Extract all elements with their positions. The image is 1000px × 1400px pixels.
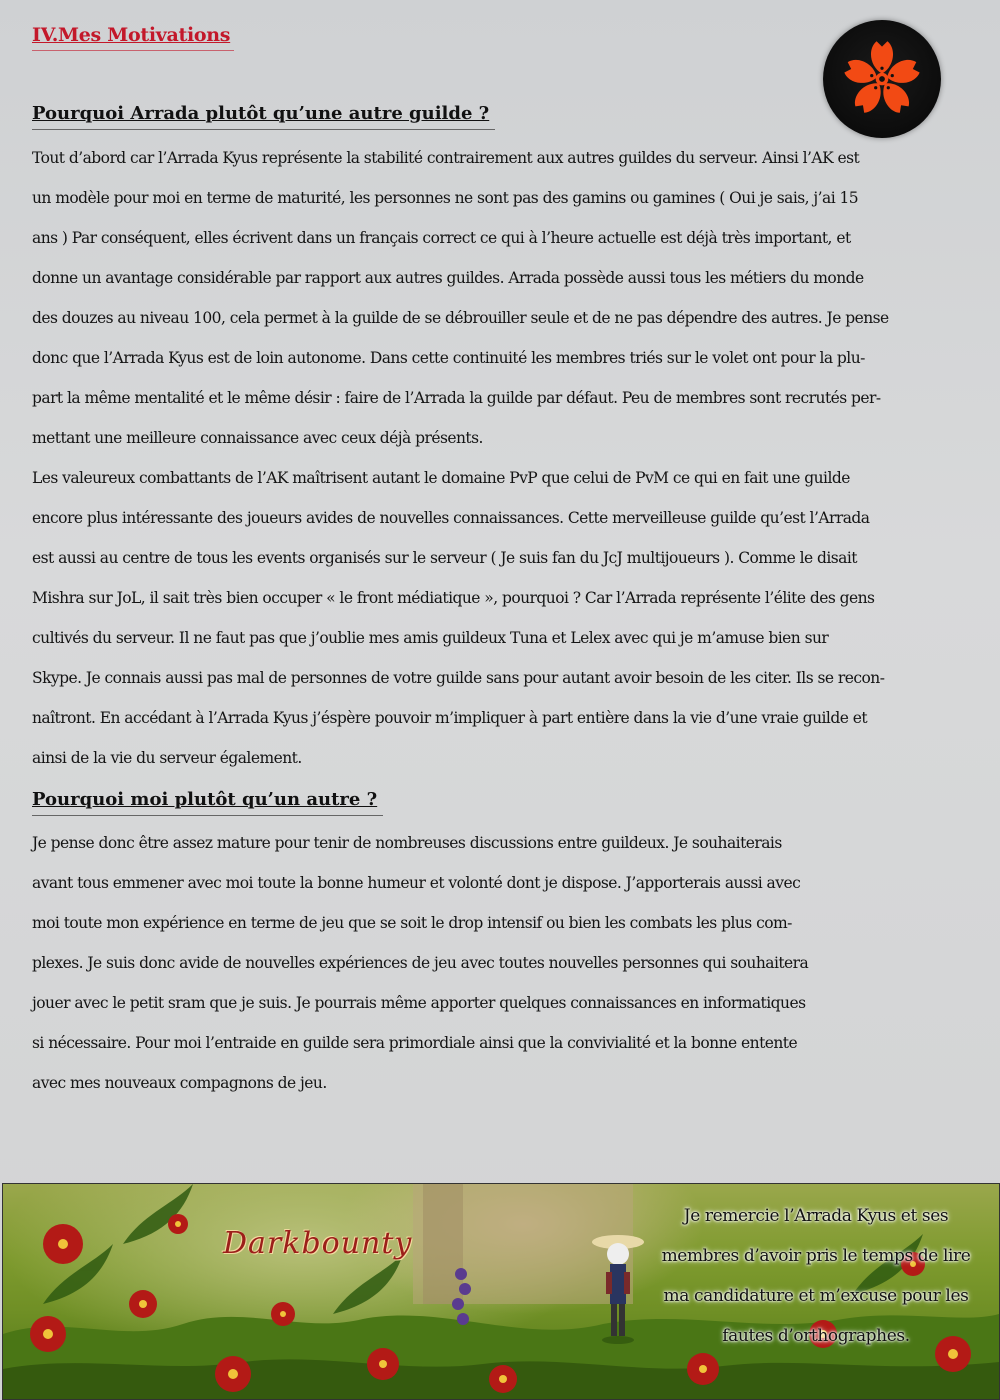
- paragraph-ak-combat: [32, 458, 966, 778]
- five-petal-flower-icon: [837, 34, 927, 124]
- text-line: Je remercie l’Arrada Kyus et ses: [683, 1206, 949, 1226]
- guild-emblem: [823, 20, 941, 138]
- text-line: ma candidature et m’excuse pour les: [663, 1286, 969, 1306]
- text-line: Mishra sur JoL, il sait très bien occuper « le front médiatique », pourquoi ? Car l’Arrada représente l’élite des gens: [32, 589, 875, 607]
- text-line: Tout d’abord car l’Arrada Kyus représente la stabilité contrairement aux autres guildes du serveur. Ainsi l’AK est: [32, 149, 860, 167]
- text-line: ans ) Par conséquent, elles écrivent dans un français correct ce qui à l’heure actuelle est déjà très important, et: [32, 229, 851, 247]
- text-line: est aussi au centre de tous les events organisés sur le serveur ( Je suis fan du JcJ multijoueurs ). Comme le disait: [32, 549, 857, 567]
- text-line: Skype. Je connais aussi pas mal de personnes de votre guilde sans pour autant avoir besoin de les citer. Ils se recon-: [32, 669, 885, 687]
- section-title: IV.Mes Motivations: [32, 24, 231, 46]
- text-line: si nécessaire. Pour moi l’entraide en guilde sera primordiale ainsi que la convivialité et la bonne entente: [32, 1034, 798, 1052]
- text-line: membres d’avoir pris le temps de lire: [661, 1246, 971, 1266]
- text-line: encore plus intéressante des joueurs avides de nouvelles connaissances. Cette merveilleuse guilde qu’est l’Arrada: [32, 509, 870, 527]
- question-me-heading: Pourquoi moi plutôt qu’un autre ?: [32, 789, 378, 810]
- text-line: donne un avantage considérable par rapport aux autres guildes. Arrada possède aussi tous les métiers du monde: [32, 269, 864, 287]
- text-line: avec mes nouveaux compagnons de jeu.: [32, 1074, 327, 1092]
- question-arrada-heading: Pourquoi Arrada plutôt qu’une autre guilde ?: [32, 103, 490, 124]
- text-line: cultivés du serveur. Il ne faut pas que j’oublie mes amis guildeux Tuna et Lelex avec qui je m’amuse bien sur: [32, 629, 829, 647]
- text-line: plexes. Je suis donc avide de nouvelles expériences de jeu avec toutes nouvelles personnes qui souhaitera: [32, 954, 809, 972]
- text-line: Les valeureux combattants de l’AK maîtrisent autant le domaine PvP que celui de PvM ce qui en fait une guilde: [32, 469, 850, 487]
- text-line: ainsi de la vie du serveur également.: [32, 749, 302, 767]
- text-line: des douzes au niveau 100, cela permet à la guilde de se débrouiller seule et de ne pas dépendre des autres. Je pense: [32, 309, 889, 327]
- text-line: un modèle pour moi en terme de maturité, les personnes ne sont pas des gamins ou gamines ( Oui je sais, j’ai 15: [32, 189, 859, 207]
- text-line: avant tous emmener avec moi toute la bonne humeur et volonté dont je dispose. J’apporterais aussi avec: [32, 874, 801, 892]
- text-line: jouer avec le petit sram que je suis. Je pourrais même apporter quelques connaissances en informatiques: [32, 994, 806, 1012]
- signature-banner: [2, 1183, 1000, 1400]
- text-line: naîtront. En accédant à l’Arrada Kyus j’éspère pouvoir m’impliquer à part entière dans la vie d’une vraie guilde et: [32, 709, 867, 727]
- text-line: Je pense donc être assez mature pour tenir de nombreuses discussions entre guildeux. Je souhaiterais: [32, 834, 782, 852]
- text-line: moi toute mon expérience en terme de jeu que se soit le drop intensif ou bien les combats les plus com-: [32, 914, 792, 932]
- text-line: mettant une meilleure connaissance avec ceux déjà présents.: [32, 429, 483, 447]
- signature-name: Darkbounty: [223, 1226, 413, 1261]
- text-line: part la même mentalité et le même désir : faire de l’Arrada la guilde par défaut. Peu de membres sont recrutés per-: [32, 389, 881, 407]
- text-line: fautes d’orthographes.: [722, 1326, 910, 1346]
- paragraph-arrada-reasons: [32, 138, 966, 458]
- paragraph-personal-reasons: [32, 823, 966, 1103]
- thanks-message: [633, 1196, 999, 1356]
- text-line: donc que l’Arrada Kyus est de loin autonome. Dans cette continuité les membres triés sur le volet ont pour la plu-: [32, 349, 865, 367]
